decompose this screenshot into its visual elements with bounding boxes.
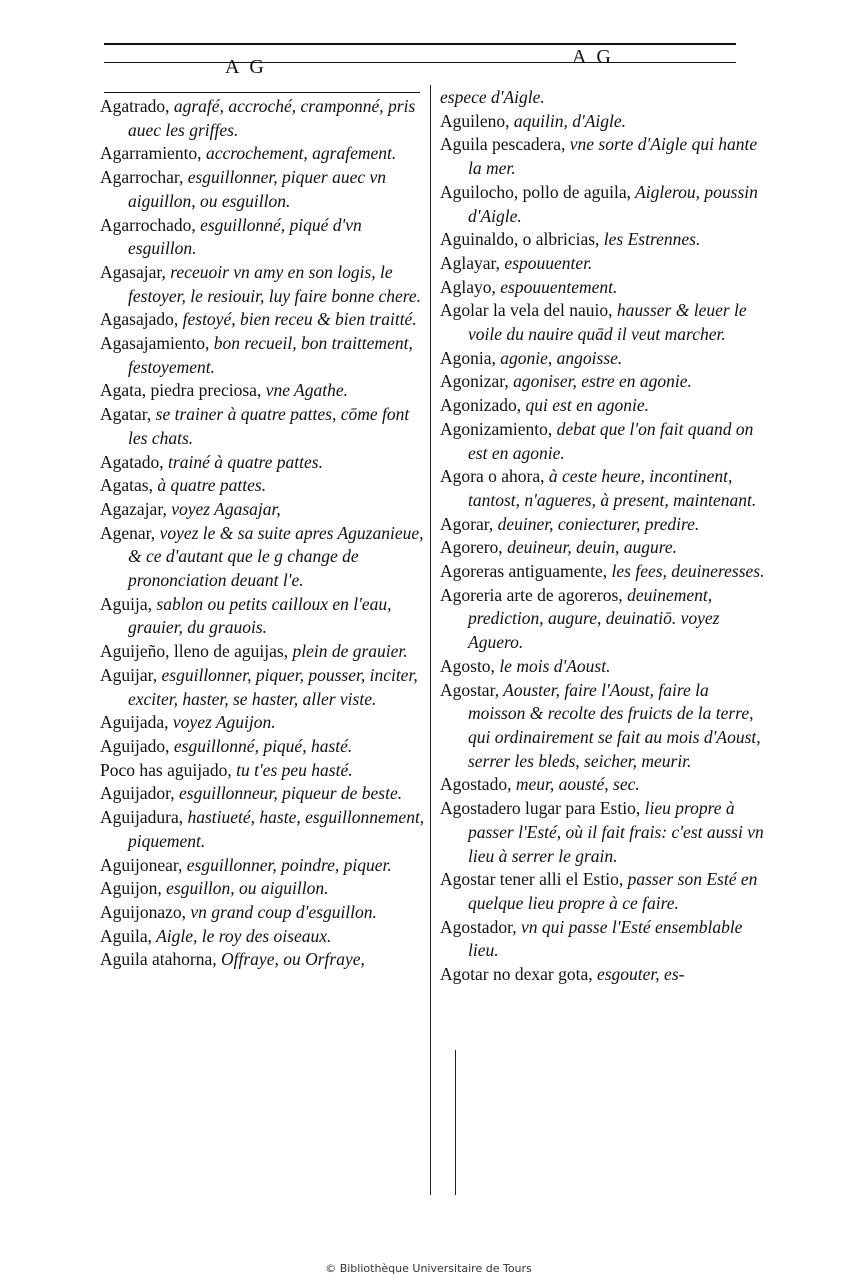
entry-headword: Agasajamiento, — [100, 333, 210, 354]
dictionary-entry — [440, 299, 770, 346]
entry-headword: Agostado, — [440, 774, 512, 795]
entry-definition: aquilin, d'Aigle. — [509, 110, 627, 131]
entry-headword: Agoreras antiguamente, — [440, 561, 608, 582]
entry-definition: lieu propre à passer l'Esté, où il fait frais: c'est aussi vn lieu à serrer le grain. — [468, 798, 764, 866]
entry-definition: vn qui passe l'Esté ensemblable lieu. — [468, 916, 743, 961]
entry-headword: Aguila atahorna, — [100, 949, 217, 970]
entry-headword: Agasajado, — [100, 309, 179, 330]
entry-definition: qui est en agonie. — [521, 395, 649, 416]
entry-definition: esguillonneur, piqueur de beste. — [174, 783, 403, 804]
entry-definition: esguillon, ou aiguillon. — [161, 878, 329, 899]
entry-definition: vne Agathe. — [261, 380, 348, 401]
left-column-header: A G — [225, 56, 267, 78]
entry-headword: Aguijado, — [100, 735, 170, 756]
entry-headword: Agarramiento, — [100, 143, 202, 164]
entry-definition: le mois d'Aoust. — [494, 655, 611, 676]
dictionary-entry — [440, 679, 770, 774]
copyright-footer: © Bibliothèque Universitaire de Tours — [325, 1262, 532, 1275]
entry-definition: hausser & leuer le voile du nauire quād il veut marcher. — [468, 300, 747, 345]
entry-definition: Aigle, le roy des oiseaux. — [152, 925, 332, 946]
dictionary-entry — [100, 332, 430, 379]
entry-definition: vne sorte d'Aigle qui hante la mer. — [468, 134, 758, 179]
entry-headword: Aguija, — [100, 593, 153, 614]
dictionary-entry — [100, 522, 430, 593]
column-divider — [430, 85, 431, 1195]
entry-headword: Agatrado, — [100, 96, 170, 116]
entry-definition: voyez Aguijon. — [168, 712, 276, 733]
dictionary-entry — [440, 465, 770, 512]
dictionary-entry — [100, 474, 430, 498]
entry-definition: esguillonner, piquer, pousser, inciter, exciter, haster, se haster, aller viste. — [128, 664, 418, 709]
entry-headword: Agora o ahora, — [440, 466, 545, 487]
dictionary-entry — [100, 925, 430, 949]
entry-definition: esguillonner, poindre, piquer. — [182, 854, 392, 875]
dictionary-entry — [100, 451, 430, 475]
entry-headword: Aguijon, — [100, 878, 162, 899]
entry-definition: esgouter, es- — [592, 964, 685, 985]
entry-definition: espece d'Aigle. — [440, 87, 545, 107]
right-column — [440, 86, 770, 987]
dictionary-entry — [440, 181, 770, 228]
dictionary-entry — [440, 370, 770, 394]
dictionary-entry — [100, 782, 430, 806]
entry-headword: Aguijador, — [100, 783, 175, 804]
dictionary-entry — [100, 261, 430, 308]
entry-headword: Aguila, — [100, 925, 153, 946]
entry-headword: Aguileno, — [440, 110, 510, 131]
entry-headword: Agenar, — [100, 522, 156, 543]
entry-definition: tu t'es peu hasté. — [231, 759, 353, 780]
entry-headword: Aguilocho, pollo de aguila, — [440, 181, 632, 202]
entry-definition: hastiueté, haste, esguillonnement, piquement. — [128, 807, 425, 851]
entry-headword: Agazajar, — [100, 498, 167, 519]
entry-definition: espouuenter. — [500, 252, 593, 273]
entry-headword: Agatado, — [100, 451, 164, 472]
entry-definition: vn grand coup d'esguillon. — [186, 901, 377, 922]
dictionary-entry — [440, 133, 770, 180]
entry-headword: Agatas, — [100, 475, 153, 496]
dictionary-entry — [100, 948, 430, 972]
entry-definition: esguillonner, piquer auec vn aiguillon, ou esguillon. — [128, 167, 387, 211]
dictionary-entry — [440, 536, 770, 560]
entry-definition: passer son Esté en quelque lieu propre à ce faire. — [468, 869, 758, 913]
entry-headword: Agata, piedra preciosa, — [100, 380, 262, 401]
top-rule — [104, 43, 736, 45]
dictionary-entry — [100, 166, 430, 213]
entry-definition: festoyé, bien receu & bien traitté. — [178, 309, 417, 330]
entry-definition: agrafé, accroché, cramponné, pris auec les griffes. — [128, 96, 416, 140]
dictionary-entry — [100, 664, 430, 711]
entry-headword: Agonizamiento, — [440, 418, 553, 439]
entry-headword: Aguijonear, — [100, 854, 183, 875]
entry-headword: Aguijadura, — [100, 807, 184, 828]
entry-definition: meur, aousté, sec. — [511, 774, 640, 795]
entry-definition: voyez Agasajar, — [166, 498, 281, 519]
entry-headword: Agostar tener alli el Estio, — [440, 869, 624, 890]
dictionary-entry — [100, 901, 430, 925]
left-header-rule — [104, 92, 420, 93]
dictionary-entry — [440, 773, 770, 797]
entry-definition: debat que l'on fait quand on est en agonie. — [468, 418, 754, 463]
dictionary-entry — [440, 560, 770, 584]
entry-definition: Offraye, ou Orfraye, — [216, 949, 365, 970]
entry-headword: Aguijada, — [100, 712, 169, 733]
dictionary-entry — [100, 735, 430, 759]
entry-headword: Agatar, — [100, 404, 152, 425]
entry-definition: à ceste heure, incontinent, tantost, n'agueres, à present, maintenant. — [468, 466, 757, 510]
entry-headword: Agasajar, — [100, 261, 166, 282]
entry-definition: sablon ou petits cailloux en l'eau, grauier, du grauois. — [128, 593, 392, 638]
left-column — [100, 95, 430, 972]
dictionary-entry — [440, 655, 770, 679]
entry-headword: Agostador, — [440, 916, 517, 937]
dictionary-entry — [100, 498, 430, 522]
entry-headword: Aguila pescadera, — [440, 134, 566, 155]
dictionary-entry — [100, 214, 430, 261]
entry-headword: Agotar no dexar gota, — [440, 964, 593, 985]
dictionary-entry — [100, 877, 430, 901]
entry-headword: Aguijonazo, — [100, 901, 187, 922]
entry-headword: Aguijeño, lleno de aguijas, — [100, 641, 289, 662]
entry-definition: les Estrennes. — [599, 229, 701, 250]
entry-headword: Agorero, — [440, 537, 503, 558]
entry-definition: esguillonné, piqué, hasté. — [169, 735, 353, 756]
dictionary-entry — [440, 252, 770, 276]
entry-headword: Agarrochado, — [100, 214, 196, 235]
entry-headword: Aguinaldo, o albricias, — [440, 229, 600, 250]
dictionary-entry — [100, 379, 430, 403]
dictionary-entry — [100, 854, 430, 878]
dictionary-entry — [100, 759, 430, 783]
column-divider-lower — [455, 1050, 456, 1195]
entry-headword: Aguijar, — [100, 664, 158, 685]
entry-definition: esguillonné, piqué d'vn esguillon. — [128, 214, 362, 259]
entry-definition: les fees, deuineresses. — [607, 561, 765, 582]
dictionary-entry — [440, 110, 770, 134]
dictionary-entry — [440, 963, 770, 987]
right-column-header: A G — [572, 46, 614, 68]
dictionary-entry — [440, 347, 770, 371]
dictionary-entry — [440, 916, 770, 963]
entry-definition: deuinement, prediction, augure, deuinatiō. voyez Aguero. — [468, 584, 720, 653]
dictionary-entry — [440, 868, 770, 915]
dictionary-entry — [100, 711, 430, 735]
entry-headword: Agonia, — [440, 347, 496, 368]
entry-headword: Agarrochar, — [100, 167, 184, 188]
entry-definition: agoniser, estre en agonie. — [508, 371, 692, 392]
entry-definition: Aiglerou, poussin d'Aigle. — [468, 181, 758, 226]
entry-headword: Agostadero lugar para Estio, — [440, 798, 641, 819]
dictionary-entry — [100, 593, 430, 640]
dictionary-entry — [440, 513, 770, 537]
top-rule-thin — [104, 62, 736, 63]
entry-definition: voyez le & sa suite apres Aguzanieue, & ce d'autant que le g change de prononciation deuant l'e. — [128, 522, 424, 591]
entry-headword: Agorar, — [440, 513, 494, 534]
entry-headword: Agonizado, — [440, 395, 522, 416]
dictionary-entry — [440, 394, 770, 418]
entry-headword: Aglayar, — [440, 252, 501, 273]
dictionary-entry — [100, 95, 430, 142]
dictionary-entry — [100, 640, 430, 664]
entry-headword: Agostar, — [440, 679, 500, 700]
dictionary-entry — [440, 418, 770, 465]
entry-headword: Agonizar, — [440, 371, 509, 392]
dictionary-entry — [440, 86, 770, 110]
entry-definition: à quatre pattes. — [152, 475, 267, 496]
dictionary-entry — [440, 584, 770, 655]
entry-definition: agonie, angoisse. — [495, 347, 623, 368]
dictionary-entry — [100, 308, 430, 332]
entry-definition: Aouster, faire l'Aoust, faire la moisson & recolte des fruicts de la terre, qui ordinairement se fait au mois d'Aoust, serrer les bleds, seicher, meurir. — [468, 679, 761, 771]
entry-definition: bon recueil, bon traittement, festoyement. — [128, 333, 413, 377]
dictionary-entry — [100, 142, 430, 166]
entry-headword: Agoreria arte de agoreros, — [440, 584, 623, 605]
dictionary-entry — [100, 806, 430, 853]
dictionary-entry — [440, 228, 770, 252]
entry-headword: Agolar la vela del nauio, — [440, 300, 613, 321]
entry-headword: Poco has aguijado, — [100, 759, 232, 780]
entry-definition: deuiner, coniecturer, predire. — [493, 513, 700, 534]
dictionary-entry — [440, 797, 770, 868]
entry-definition: receuoir vn amy en son logis, le festoyer, le resiouir, luy faire bonne chere. — [128, 261, 422, 306]
entry-definition: espouuentement. — [495, 276, 618, 297]
entry-definition: plein de grauier. — [288, 641, 408, 662]
entry-definition: se trainer à quatre pattes, cōme font les chats. — [128, 404, 410, 448]
entry-definition: deuineur, deuin, augure. — [502, 537, 678, 558]
entry-headword: Aglayo, — [440, 276, 496, 297]
entry-definition: accrochement, agrafement. — [201, 143, 397, 164]
dictionary-entry — [440, 276, 770, 300]
entry-definition: trainé à quatre pattes. — [163, 451, 323, 472]
entry-headword: Agosto, — [440, 655, 495, 676]
dictionary-entry — [100, 403, 430, 450]
